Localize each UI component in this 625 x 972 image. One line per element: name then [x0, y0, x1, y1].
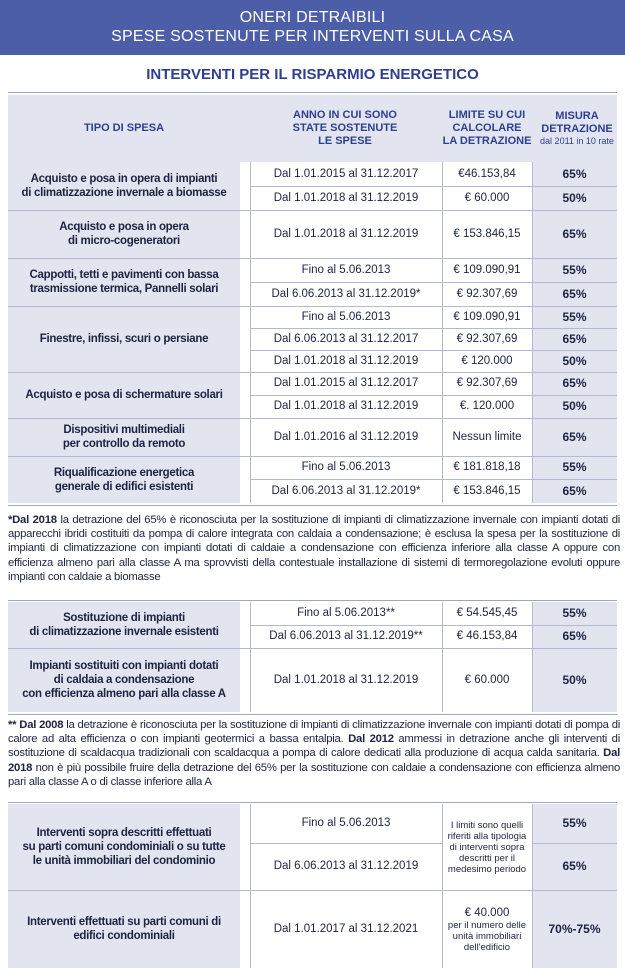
expense-type-line: Interventi effettuati su parti comuni di [27, 916, 221, 928]
column-header-limite [442, 95, 532, 162]
expense-type-label [8, 602, 240, 648]
expense-type-label [8, 648, 240, 712]
period-cell: Dal 1.01.2018 al 31.12.2019 [273, 354, 419, 367]
percent-cell: 50% [562, 672, 587, 687]
column-header-anno [250, 95, 440, 162]
title-line-1: ONERI DETRAIBILI [239, 9, 386, 26]
divider [8, 714, 617, 715]
period-cell: Dal 6.06.2013 al 31.12.2019 [273, 860, 419, 872]
expense-type-line: di caldaia a condensazione [53, 674, 195, 686]
expense-type-label [8, 456, 240, 503]
expense-type-line: su parti comuni condominiali o su tutte [22, 841, 226, 853]
expense-type-line: Impianti sostituiti con impianti dotati [29, 660, 219, 672]
column-header-anno-l3: LE SPESE [318, 135, 372, 147]
column-header-limite-l3: LA DETRAZIONE [442, 135, 532, 147]
limit-amount: € 40.000 [464, 906, 510, 919]
limit-note-line: unità immobiliari [452, 930, 522, 942]
limit-cell: € 92.307,69 [456, 332, 518, 345]
period-cell: Fino al 5.06.2013 [301, 461, 391, 473]
percent-cell: 50% [562, 190, 587, 205]
expense-type-label [8, 306, 240, 372]
limit-note-line: di interventi sopra [449, 841, 525, 853]
section-subtitle: INTERVENTI PER IL RISPARMIO ENERGETICO [146, 66, 479, 83]
limit-note-line: descritti per il [459, 852, 515, 864]
column-header-misura-l2: DETRAZIONE [541, 123, 613, 135]
percent-cell: 65% [562, 429, 587, 444]
percent-cell: 55% [562, 460, 587, 474]
expense-type-line: le unità immobiliari del condominio [32, 855, 216, 867]
limit-cell: € 153.846,15 [453, 227, 521, 240]
divider [8, 802, 617, 803]
expense-type-line: di micro-cogeneratori [68, 235, 180, 247]
percent-cell: 65% [562, 483, 587, 498]
expense-type-label [8, 162, 240, 210]
expense-type-line: Riqualificazione energetica [53, 466, 195, 479]
limit-note-line: medesimo periodo [447, 863, 527, 875]
period-cell: Dal 1.01.2015 al 31.12.2017 [273, 167, 419, 180]
period-cell: Fino al 5.06.2013 [301, 263, 391, 276]
expense-type-line: per controllo da remoto [62, 438, 186, 450]
expense-type-line: Sostituzione di impianti [63, 612, 185, 624]
period-cell: Dal 1.01.2018 al 31.12.2019 [273, 227, 419, 240]
column-header-misura-l3: dal 2011 in 10 rate [540, 136, 614, 146]
expense-type-label [8, 890, 240, 968]
limit-cell: € 54.545,45 [456, 607, 518, 619]
footnote-year: Dal 2018 [8, 747, 620, 774]
percent-cell: 65% [562, 859, 587, 873]
period-cell: Dal 1.01.2015 al 31.12.2017 [273, 377, 419, 389]
limit-cell: € 92.307,69 [456, 377, 518, 389]
divider [8, 505, 617, 506]
limit-cell: € 153.846,15 [453, 484, 521, 497]
expense-type-label [8, 210, 240, 258]
period-cell: Dal 1.01.2018 al 31.12.2019 [273, 400, 419, 412]
limit-cell: Nessun limite [452, 430, 522, 443]
percent-cell: 50% [562, 353, 587, 368]
limit-note-line: per il numero delle [447, 919, 527, 931]
divider [8, 600, 617, 601]
period-cell: Dal 6.06.2013 al 31.12.2019* [271, 287, 421, 300]
limit-cell: € 109.090,91 [453, 310, 521, 323]
period-cell: Dal 1.01.2017 al 31.12.2021 [273, 922, 419, 935]
limit-cell: €. 120.000 [459, 400, 515, 412]
percent-cell: 65% [562, 376, 587, 390]
expense-type-line: di climatizzazione invernale a biomasse [21, 187, 227, 199]
column-header-tipo-text: TIPO DI SPESA [83, 122, 165, 134]
limit-cell: € 109.090,91 [453, 263, 521, 276]
expense-type-line: di climatizzazione invernale esistenti [29, 626, 219, 638]
title-line-2: SPESE SOSTENUTE PER INTERVENTI SULLA CASA [111, 28, 514, 45]
limit-note-line: riferiti alla tipologia [447, 830, 527, 842]
expense-type-line: Cappotti, tetti e pavimenti con bassa [29, 269, 219, 281]
limit-note-line: dell'edificio [463, 941, 511, 953]
period-cell: Dal 6.06.2013 al 31.12.2019** [269, 630, 423, 642]
footnote-year: Dal 2012 [348, 733, 394, 746]
expense-type-label [8, 258, 240, 306]
expense-type-line: trasmissione termica, Pannelli solari [29, 283, 219, 295]
column-header-anno-l1: ANNO IN CUI SONO [293, 109, 397, 121]
limit-cell: € 92.307,69 [456, 287, 518, 300]
footnote-text: ammessi in detrazione anche gli interventi di sostituzione di scaldacqua tradizionali con scaldacqua a pompa di calore dedicati alla produzione di acqua calda sanitaria. [8, 733, 620, 760]
percent-cell: 65% [562, 629, 587, 643]
expense-type-line: Interventi sopra descritti effettuati [36, 827, 212, 839]
footnote-text: la detrazione del 65% è riconosciuta per la sostituzione di impianti di climatizzazione invernale con impianti dotati di apparecchi ibridi costituiti da pompa di calore integrata con caldaia a condensazione; è esclusa la spesa per la sostituzione di impianti di climatizzazione con impianti dotati di caldaie a condensazione con efficienza inferiore alla classe A oppure con efficienza almeno pari alla classe A ma sprovvisti della contestuale installazione di sistemi di termoregolazione evoluti oppure impianti con caldaie a biomasse [8, 514, 621, 583]
percent-cell: 65% [562, 166, 587, 181]
percent-cell: 65% [562, 286, 587, 301]
expense-type-line: generale di edifici esistenti [54, 480, 194, 493]
column-header-anno-l2: STATE SOSTENUTE [292, 122, 398, 134]
limit-cell: € 60.000 [464, 673, 510, 686]
period-cell: Dal 1.01.2018 al 31.12.2019 [273, 191, 419, 204]
expense-type-label [8, 372, 240, 418]
period-cell: Dal 6.06.2013 al 31.12.2017 [273, 332, 419, 345]
percent-cell: 65% [562, 226, 587, 241]
percent-cell: 55% [562, 606, 587, 620]
column-header-limite-l2: CALCOLARE [452, 122, 522, 134]
limit-note-line: I limiti sono quelli [450, 819, 524, 831]
period-cell: Fino al 5.06.2013** [297, 607, 395, 619]
limit-cell [442, 804, 532, 890]
percent-cell: 55% [562, 816, 587, 830]
percent-cell: 55% [562, 262, 587, 277]
footnote-2 [8, 718, 620, 789]
period-cell: Dal 1.01.2018 al 31.12.2019 [273, 673, 419, 686]
expense-type-label [8, 804, 240, 890]
expense-type-line: edifici condominiali [73, 930, 175, 942]
percent-cell: 55% [562, 309, 587, 324]
footnote-text: non è più possibile fruire della detrazione del 65% per la sostituzione con caldaie a condensazione con efficienza almeno pari alla classe A o di classe inferiore alla A [8, 761, 620, 788]
expense-type-line: con efficienza almeno pari alla classe A [22, 688, 226, 700]
limit-cell: €46.153,84 [458, 167, 516, 180]
limit-cell [442, 890, 532, 968]
percent-cell: 50% [562, 399, 587, 413]
footnote-marker: *Dal 2018 [8, 514, 57, 526]
period-cell: Fino al 5.06.2013 [301, 310, 391, 323]
expense-type-line: Finestre, infissi, scuri o persiane [39, 333, 209, 345]
expense-type-line: Acquisto e posa di schermature solari [25, 389, 223, 401]
period-cell: Fino al 5.06.2013 [301, 817, 391, 829]
expense-type-line: Acquisto e posa in opera [59, 221, 189, 233]
limit-cell: € 60.000 [464, 191, 510, 204]
column-header-limite-l1: LIMITE SU CUI [448, 109, 526, 121]
column-header-misura-l1: MISURA [555, 110, 599, 122]
limit-cell: € 120.000 [461, 354, 513, 367]
column-header-misura [532, 95, 622, 162]
footnote-text: la detrazione è riconosciuta per la sostituzione di impianti di climatizzazione invernale con impianti dotati di pompa di calore ad alta efficienza o con impianti geotermici a bassa entalpia. [8, 719, 620, 746]
limit-cell: € 46.153,84 [456, 630, 518, 642]
title-banner [0, 0, 625, 55]
footnote-1 [8, 513, 620, 584]
expense-type-label [8, 418, 240, 456]
expense-type-line: Acquisto e posa in opera di impianti [30, 173, 218, 185]
expense-type-line: Dispositivi multimediali [63, 424, 185, 436]
column-header-tipo [8, 95, 240, 162]
percent-cell: 70%-75% [548, 921, 601, 936]
percent-cell: 65% [562, 331, 587, 346]
period-cell: Dal 6.06.2013 al 31.12.2019* [271, 484, 421, 497]
period-cell: Dal 1.01.2016 al 31.12.2019 [273, 430, 419, 443]
footnote-marker: ** Dal 2008 [8, 719, 64, 731]
divider [8, 92, 617, 93]
limit-cell: € 181.818,18 [453, 461, 521, 473]
